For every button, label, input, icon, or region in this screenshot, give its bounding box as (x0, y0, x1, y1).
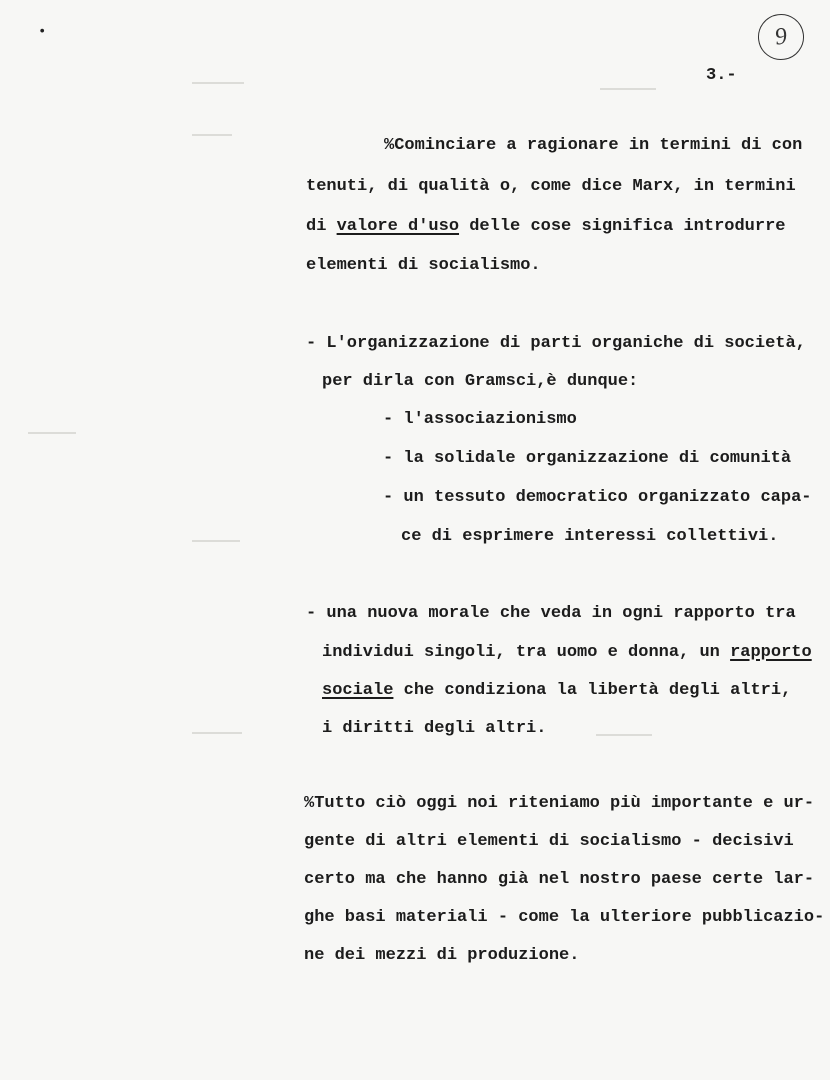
folio-number: 9 (773, 22, 789, 51)
paragraph1-line2: tenuti, di qualità o, come dice Marx, in termini (306, 177, 796, 196)
paragraph2-line5: ne dei mezzi di produzione. (304, 946, 580, 965)
paragraph1-line1: %Cominciare a ragionare in termini di con (384, 136, 803, 155)
bleed-mark (596, 734, 652, 736)
paragraph2-line3: certo ma che hanno già nel nostro paese certe lar- (304, 870, 815, 889)
list1-item: - la solidale organizzazione di comunità (383, 449, 792, 468)
list1-item: - un tessuto democratico organizzato capa- (383, 488, 812, 507)
bleed-mark (600, 88, 656, 90)
list2-line1: - una nuova morale che veda in ogni rapporto tra (306, 604, 796, 623)
paragraph2-line2: gente di altri elementi di socialismo - decisivi (304, 832, 794, 851)
paragraph2-line4: ghe basi materiali - come la ulteriore pubblicazio- (304, 908, 825, 927)
paragraph1-line3 (306, 217, 785, 236)
bleed-mark (192, 540, 240, 542)
paragraph2-line1: %Tutto ciò oggi noi riteniamo più importante e ur- (304, 794, 815, 813)
list2-line3-suffix: che condiziona la libertà degli altri, (393, 681, 792, 700)
paragraph1-line3-suffix: delle cose significa introdurre (459, 217, 786, 236)
valore-duso-underlined: valore d'uso (336, 217, 460, 236)
bleed-mark (192, 732, 242, 734)
list1-item: - l'associazionismo (383, 410, 577, 429)
page-number: 3.- (706, 66, 737, 85)
list2-line4: i diritti degli altri. (322, 719, 547, 738)
list1-line2: per dirla con Gramsci,è dunque: (322, 372, 639, 391)
list2-line3 (322, 681, 791, 700)
sociale-underlined: sociale (322, 681, 394, 700)
list1-item-continuation: ce di esprimere interessi collettivi. (401, 527, 779, 546)
paragraph1-line4: elementi di socialismo. (306, 256, 541, 275)
bleed-mark (192, 134, 232, 136)
paragraph1-line3-prefix: di (306, 217, 337, 236)
list2-line2-prefix: individui singoli, tra uomo e donna, un (322, 643, 731, 662)
bleed-mark (28, 432, 76, 434)
bleed-mark (192, 82, 244, 84)
list1-line1: - L'organizzazione di parti organiche di società, (306, 334, 806, 353)
folio-number-circled (755, 11, 807, 63)
rapporto-underlined: rapporto (730, 643, 812, 662)
corner-mark: • (38, 24, 47, 40)
list2-line2 (322, 643, 812, 662)
